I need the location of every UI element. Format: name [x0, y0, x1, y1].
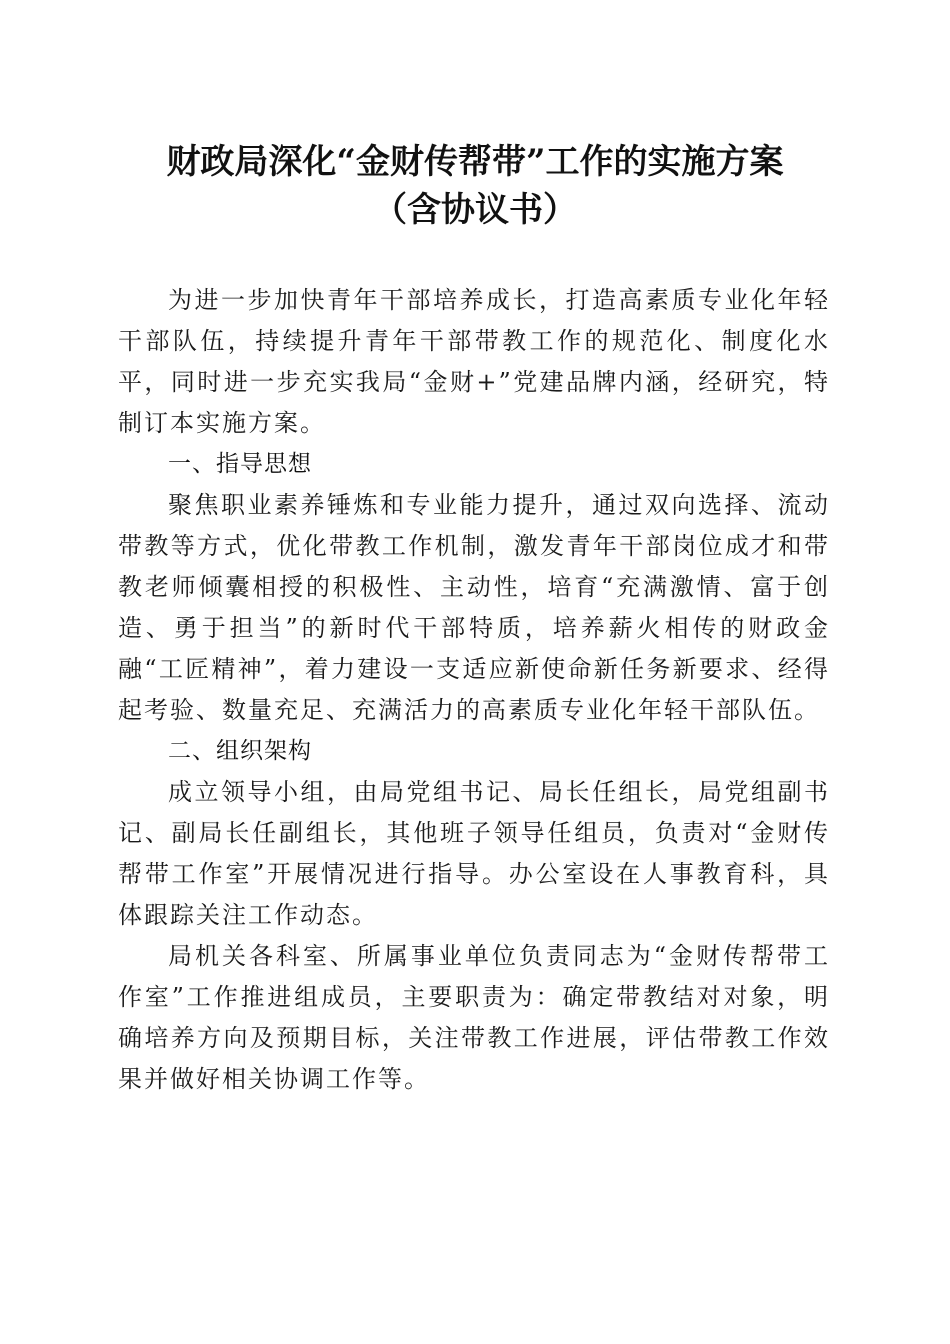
section-heading-organization: 二、组织架构 — [168, 738, 312, 764]
document-title — [0, 138, 950, 234]
document-body — [118, 280, 830, 1100]
section-heading-guiding-ideology: 一、指导思想 — [168, 451, 312, 477]
title-line-subtitle: （含协议书） — [373, 190, 577, 230]
organization-paragraph-responsibilities: 局机关各科室、所属事业单位负责同志为“金财传帮带工作室”工作推进组成员，主要职责为：确定带教结对对象，明确培养方向及预期目标，关注带教工作进展，评估带教工作效果并做好相关协调工作等。 — [118, 942, 830, 1093]
organization-paragraph-leadership: 成立领导小组，由局党组书记、局长任组长，局党组副书记、副局长任副组长，其他班子领导任组员，负责对“金财传帮带工作室”开展情况进行指导。办公室设在人事教育科，具体跟踪关注工作动态。 — [118, 778, 830, 929]
title-line-main: 财政局深化“金财传帮带”工作的实施方案 — [166, 142, 784, 182]
guiding-ideology-paragraph: 聚焦职业素养锤炼和专业能力提升，通过双向选择、流动带教等方式，优化带教工作机制，激发青年干部岗位成才和带教老师倾囊相授的积极性、主动性，培育“充满激情、富于创造、勇于担当”的新时代干部特质，培养薪火相传的财政金融“工匠精神”，着力建设一支适应新使命新任务新要求、经得起考验、数量充足、充满活力的高素质专业化年轻干部队伍。 — [118, 491, 830, 724]
intro-paragraph: 为进一步加快青年干部培养成长，打造高素质专业化年轻干部队伍，持续提升青年干部带教工作的规范化、制度化水平，同时进一步充实我局“金财+”党建品牌内涵，经研究，特制订本实施方案。 — [118, 286, 830, 437]
